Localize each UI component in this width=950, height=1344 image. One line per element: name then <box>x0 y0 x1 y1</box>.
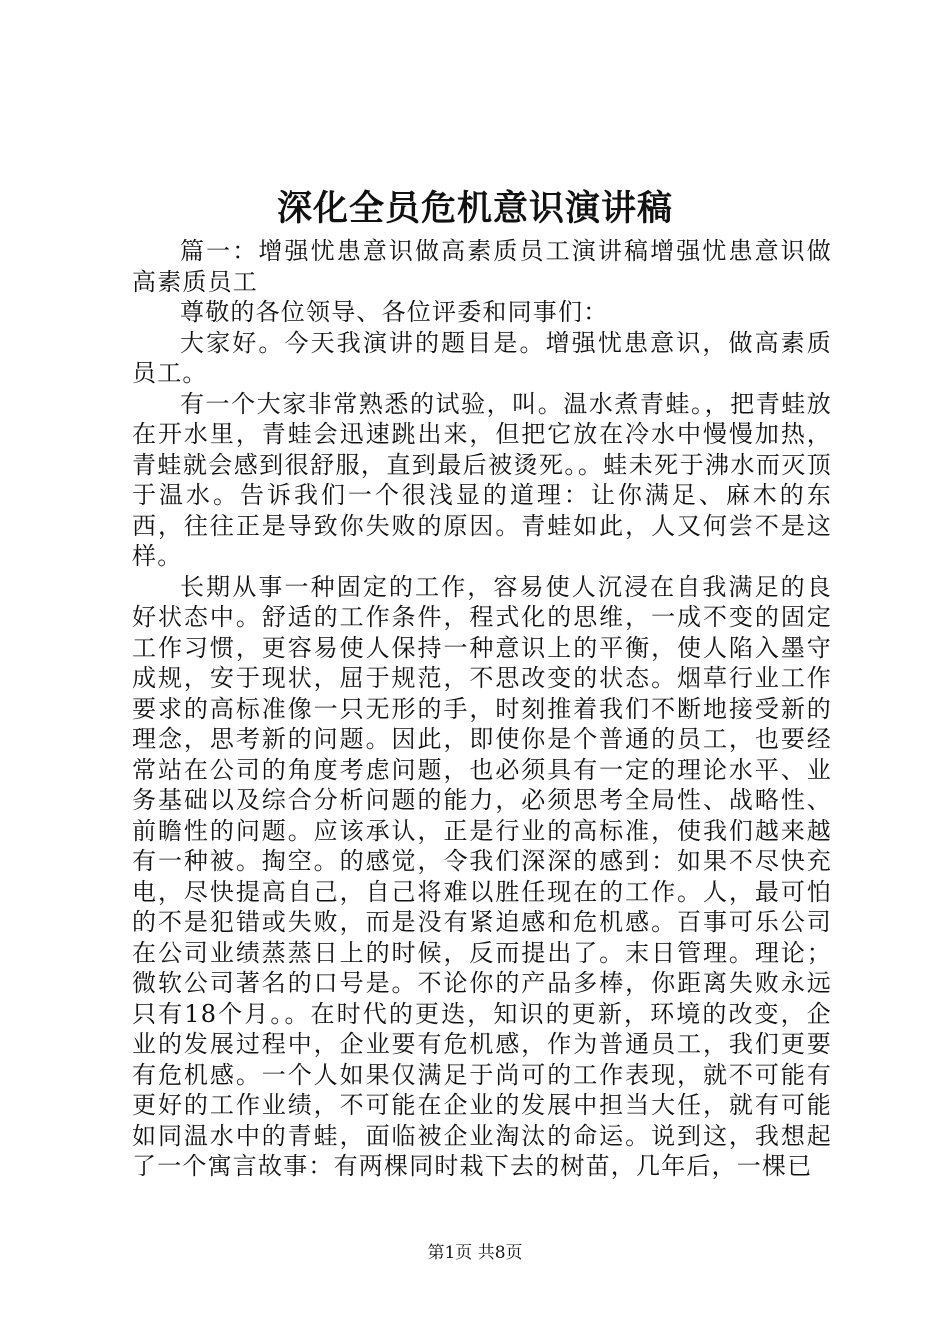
paragraph-frog-experiment: 有一个大家非常熟悉的试验，叫。温水煮青蛙。，把青蛙放在开水里，青蛙会迅速跳出来，但把它放在冷水中慢慢加热，青蛙就会感到很舒服，直到最后被烫死。。蛙未死于沸水而灭顶于温水。告诉我们一个很浅显的道理：让你满足、麻木的东西，往往正是导致你失败的原因。青蛙如此，人又何尝不是这样。 <box>132 389 832 570</box>
document-body <box>132 236 832 1182</box>
paragraph-crisis-awareness: 长期从事一种固定的工作，容易使人沉浸在自我满足的良好状态中。舒适的工作条件，程式化的思维，一成不变的固定工作习惯，更容易使人保持一种意识上的平衡，使人陷入墨守成规，安于现状，屈于规范，不思改变的状态。烟草行业工作要求的高标准像一只无形的手，时刻推着我们不断地接受新的理念，思考新的问题。因此，即使你是个普通的员工，也要经常站在公司的角度考虑问题，也必须具有一定的理论水平、业务基础以及综合分析问题的能力，必须思考全局性、战略性、前瞻性的问题。应该承认，正是行业的高标准，使我们越来越有一种被。掏空。的感觉，令我们深深的感到：如果不尽快充电，尽快提高自己，自己将难以胜任现在的工作。人，最可怕的不是犯错或失败，而是没有紧迫感和危机感。百事可乐公司在公司业绩蒸蒸日上的时候，反而提出了。末日管理。理论；微软公司著名的口号是。不论你的产品多棒，你距离失败永远只有18个月。。在时代的更迭，知识的更新，环境的改变，企业的发展过程中，企业要有危机感，作为普通员工，我们更要有危机感。一个人如果仅满足于尚可的工作表现，就不可能有更好的工作业绩，不可能在企业的发展中担当大任，就有可能如同温水中的青蛙，面临被企业淘汰的命运。说到这，我想起了一个寓言故事：有两棵同时栽下去的树苗，几年后，一棵已 <box>132 572 832 1180</box>
paragraph-salutation: 尊敬的各位领导、各位评委和同事们： <box>180 298 609 326</box>
paragraph-chapter-heading: 篇一：增强忧患意识做高素质员工演讲稿增强忧患意识做高素质员工 <box>132 237 832 296</box>
document-title: 深化全员危机意识演讲稿 <box>276 188 673 229</box>
paragraph-greeting: 大家好。今天我演讲的题目是。增强忧患意识，做高素质员工。 <box>132 328 832 387</box>
page-number-footer: 第1页 共8页 <box>427 1243 523 1263</box>
